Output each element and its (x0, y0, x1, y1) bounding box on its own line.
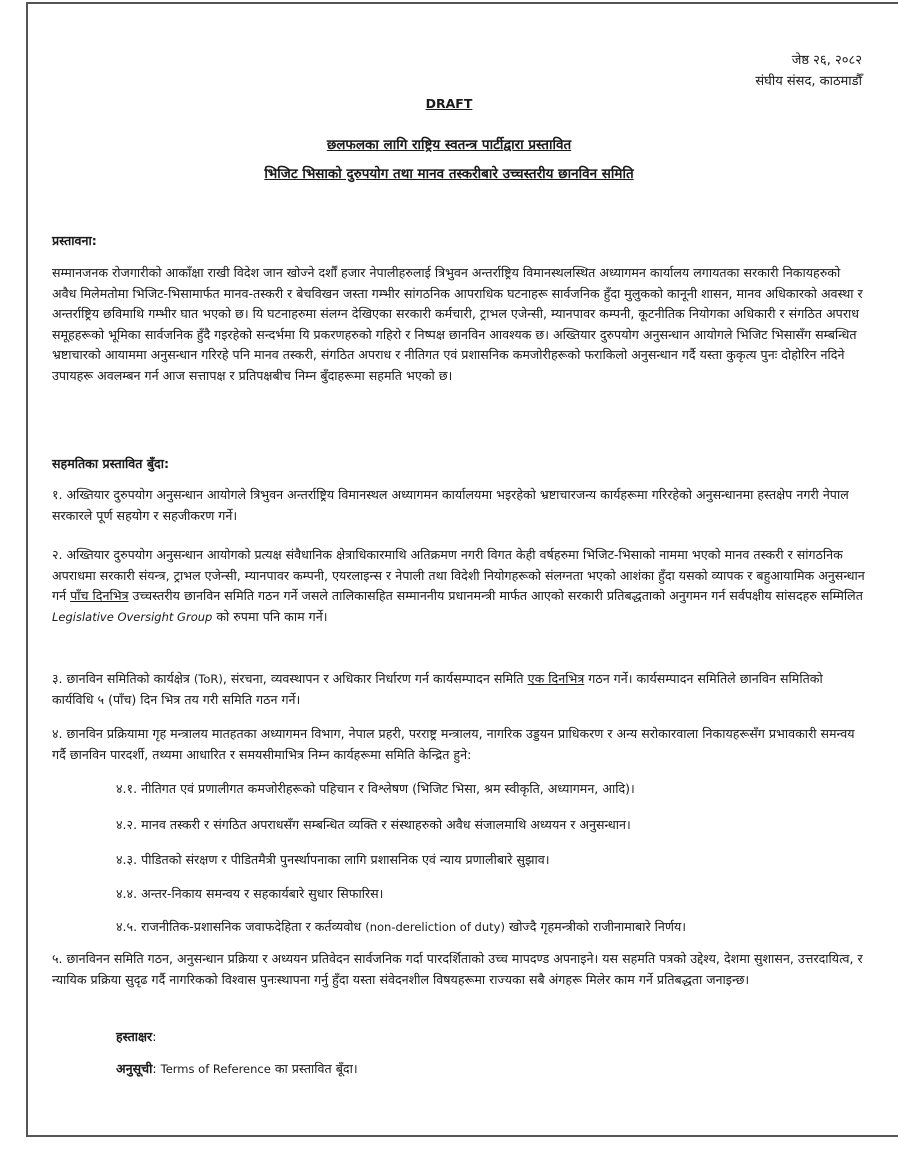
preamble-text: सम्मानजनक रोजगारीको आकाँक्षा राखी विदेश जान खोज्ने दर्शौं हजार नेपालीहरुलाई त्रिभुवन अन्तर्राष्ट्रिय विमानस्थलस्थित अध्यागमन कार्यालय लगायतका सरकारी निकायहरुको अवैध मिलेमतोमा भिजिट-भिसामार्फत मानव-तस्करी र बेचविखन जस्ता गम्भीर सांगठनिक आपराधिक घटनाहरू सार्वजनिक हुँदा मुलुकको कानूनी शासन, मानव अधिकारको अवस्था र अन्तर्राष्ट्रिय छविमाथि गम्भीर घात भएको छ। यि घटनाहरुमा संलग्न देखिएका सरकारी कर्मचारी, ट्राभल एजेन्सी, म्यानपावर कम्पनी, कूटनीतिक नियोगका अधिकारी र संगठित अपराध समूहहरूको भूमिका सार्वजनिक हुँदै गइरहेको सन्दर्भमा यि प्रकरणहरुको गहिरो र निष्पक्ष छानविन आवश्यक छ। अख्तियार दुरुपयोग अनुसन्धान आयोगले भिजिट भिसासँग सम्बन्धित भ्रष्टाचारको आयाममा अनुसन्धान गरिरहे पनि मानव तस्करी, संगठित अपराध र नीतिगत एवं प्रशासनिक कमजोरीहरूको फराकिलो अनुसन्धान गर्दै यस्ता कुकृत्य पुनः दोहोरिन नदिने उपायहरू अवलम्बन गर्न आज सत्तापक्ष र प्रतिपक्षबीच निम्न बुँदाहरूमा सहमति भएको छ। (52, 265, 863, 383)
point-5: ५. छानविनन समिति गठन, अनुसन्धान प्रक्रिया र अध्ययन प्रतिवेदन सार्वजनिक गर्दा पारदर्शिताको उच्च मापदण्ड अपनाइने। यस सहमति पत्रको उद्देश्य, देशमा सुशासन, उत्तरदायित्व, र न्यायिक प्रक्रिया सुदृढ गर्दै नागरिकको विश्वास पुनःस्थापना गर्नु हुँदा यस्ता संवेदनशील विषयहरूमा राज्यका सबै अंगहरू मिलेर काम गर्ने प्रतिबद्धता जनाइन्छ। (52, 951, 863, 987)
point-3-tor: (ToR) (193, 672, 223, 686)
sub-point-4-5-latin: (non-dereliction of duty) (365, 920, 505, 934)
point-3-text-a: ३. छानविन समितिको कार्यक्षेत्र (52, 671, 194, 686)
point-2 (52, 545, 867, 627)
annex-colon: : (152, 1061, 161, 1076)
point-3-text-c: गठन गर्ने। कार्यसम्पादन समितिले छानविन समितिको कार्यविधि ५ (पाँच) दिन भित्र तय गरी समिति गठन गर्ने। (52, 671, 823, 707)
point-2-text-c: को रुपमा पनि काम गर्ने। (212, 608, 328, 624)
document-date: जेष्ठ २६, २०८२ (791, 53, 862, 68)
preamble-heading: प्रस्तावना: (52, 233, 97, 248)
sub-point-4-5-text-a: ४.५. राजनीतिक-प्रशासनिक जवाफदेहिता र कर्तव्यवोध (116, 919, 366, 934)
point-2-text-a: २. अख्तियार दुरुपयोग अनुसन्धान आयोगको प्रत्यक्ष संवैधानिक क्षेत्राधिकारमाथि अतिक्रमण नगरी विगत केही वर्षहरुमा भिजिट-भिसाको नाममा भएको मानव तस्करी र सांगठनिक अपराधमा सरकारी संयन्त्र, ट्राभल एजेन्सी, म्यानपावर कम्पनी, एयरलाइन्स र नेपाली तथा विदेशी नियोगहरूको संलग्नता भएको आशंका हुँदा यसको व्यापक र बहुआयामिक अनुसन्धान गर्न (52, 547, 865, 603)
sub-point-4-3: ४.३. पीडितको संरक्षण र पीडितमैत्री पुनर्स्थापनाका लागि प्रशासनिक एवं न्याय प्रणालीबारे सुझाव। (116, 852, 550, 867)
sub-point-4-5 (116, 918, 686, 935)
document-header (755, 50, 862, 92)
point-1: १. अख्तियार दुरुपयोग अनुसन्धान आयोगले त्रिभुवन अन्तर्राष्ट्रिय विमानस्थल अध्यागमन कार्यालयमा भइरहेको भ्रष्टाचारजन्य कार्यहरूमा गरिरहेको अनुसन्धानमा हस्तक्षेप नगरी नेपाल सरकारले पूर्ण सहयोग र सहजीकरण गर्ने। (52, 487, 849, 523)
signature-label: हस्ताक्षर (116, 1029, 153, 1044)
point-3-text-b: , संरचना, व्यवस्थापन र अधिकार निर्धारण गर्न कार्यसम्पादन समिति (222, 671, 528, 686)
signature-colon: : (152, 1029, 157, 1044)
point-4: ४. छानविन प्रक्रियामा गृह मन्त्रालय मातहतका अध्यागमन विभाग, नेपाल प्रहरी, परराष्ट्र मन्त्रालय, नागरिक उड्डयन प्राधिकरण र अन्य सरोकारवाला निकायहरूसँग प्रभावकारी समन्वय गर्दै छानविन पारदर्शी, तथ्यमा आधारित र समयसीमाभित्र निम्न कार्यहरूमा समिति केन्द्रित हुने: (52, 726, 855, 762)
sub-point-4-4: ४.४. अन्तर-निकाय समन्वय र सहकार्यबारे सुधार सिफारिस। (116, 886, 384, 901)
points-heading: सहमतिका प्रस्तावित बुँदा: (52, 456, 169, 471)
annex-line (116, 1060, 358, 1077)
title-line-2: भिजिट भिसाको दुरुपयोग तथा मानव तस्करीबारे उच्चस्तरीय छानविन समिति (264, 166, 634, 182)
sub-point-4-1: ४.१. नीतिगत एवं प्रणालीगत कमजोरीहरूको पहिचान र विश्लेषण (भिजिट भिसा, श्रम स्वीकृति, अध्यागमन, आदि)। (116, 781, 635, 796)
sub-point-4-2: ४.२. मानव तस्करी र संगठित अपराधसँग सम्बन्धित व्यक्ति र संस्थाहरुको अवैध संजालमाथि अध्ययन र अनुसन्धान। (116, 817, 631, 832)
annex-latin: Terms of Reference (160, 1062, 271, 1076)
point-3-deadline: एक दिनभित्र (527, 671, 585, 686)
annex-label: अनुसूची (116, 1061, 153, 1076)
sub-point-4-5-text-b: खोज्दै गृहमन्त्रीको राजीनामाबारे निर्णय। (504, 919, 687, 934)
point-2-deadline: पाँच दिनभित्र (70, 588, 129, 603)
signature-line (116, 1028, 156, 1045)
point-3 (52, 669, 867, 710)
annex-text: का प्रस्तावित बूँदा। (270, 1061, 358, 1076)
point-2-text-b: उच्चस्तरीय छानविन समिति गठन गर्ने जसले तालिकासहित सम्माननीय प्रधानमन्त्री मार्फत आएको सरकारी प्रतिबद्धताको अनुगमन गर्न सर्वपक्षीय सांसदहरु सम्मिलित (128, 588, 863, 603)
point-2-legislative-group: Legislative Oversight Group (52, 609, 213, 624)
draft-label: DRAFT (425, 96, 473, 111)
title-line-1: छलफलका लागि राष्ट्रिय स्वतन्त्र पार्टीद्वारा प्रस्तावित (326, 137, 572, 153)
document-place: संघीय संसद, काठमाडौँ (755, 74, 862, 89)
